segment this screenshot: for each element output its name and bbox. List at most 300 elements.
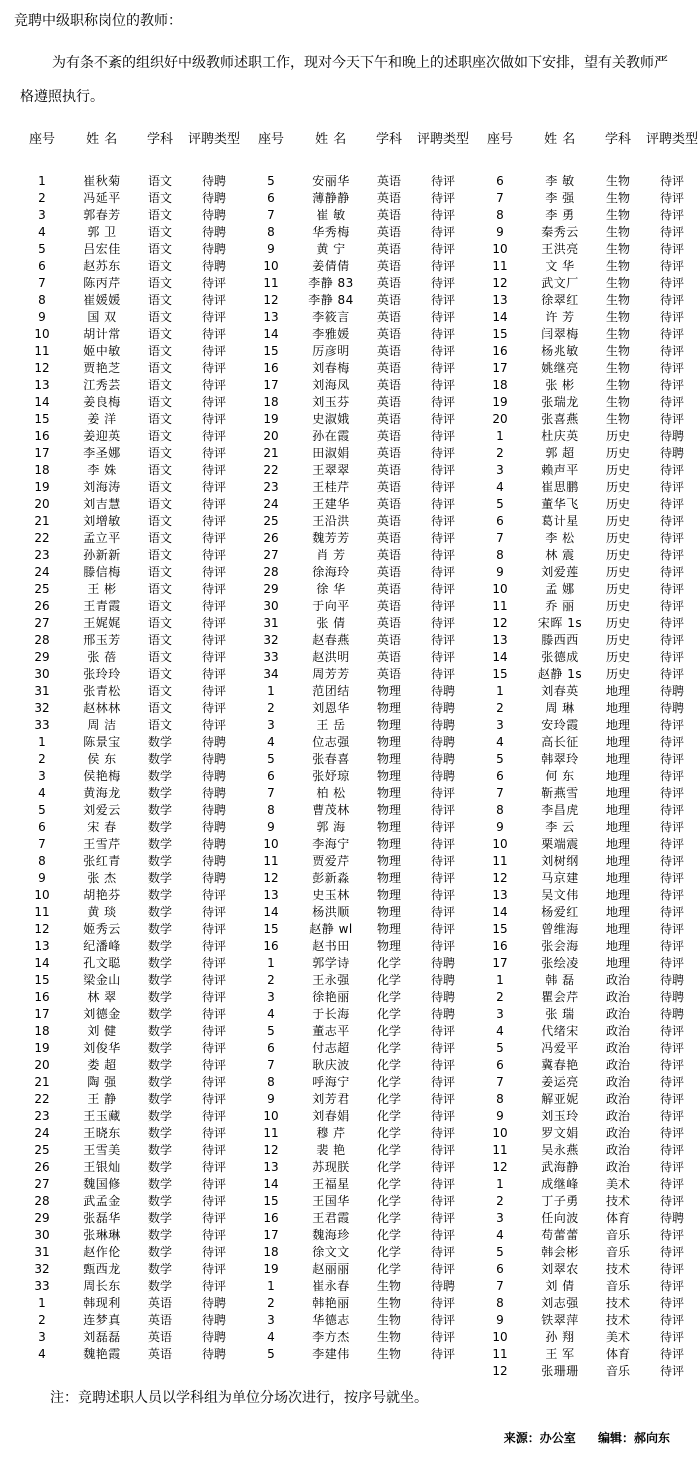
appointment-type: 待评 [430, 1092, 455, 1106]
appointment-type: 待评 [430, 939, 455, 953]
subject: 语文 [147, 531, 172, 545]
appointment-type: 待聘 [659, 429, 684, 443]
appointment-type: 待评 [201, 446, 226, 460]
appointment-type: 待评 [430, 412, 455, 426]
table-row [245, 785, 473, 802]
appointment-type: 待评 [430, 1041, 455, 1055]
appointment-type: 待评 [430, 514, 455, 528]
table-row [474, 1040, 700, 1057]
table-row [474, 411, 700, 428]
seat-number: 1 [496, 1177, 504, 1191]
subject: 数学 [147, 1279, 172, 1293]
table-row [245, 1244, 473, 1261]
seat-number: 12 [34, 361, 50, 375]
table-row [245, 1040, 473, 1057]
table-row [245, 1091, 473, 1108]
subject: 数学 [147, 1194, 172, 1208]
seat-number: 18 [263, 1245, 279, 1259]
subject: 化学 [376, 1194, 401, 1208]
subject: 政治 [605, 1160, 630, 1174]
teacher-name: 刘芳君 [312, 1092, 350, 1106]
table-row [245, 360, 473, 377]
appointment-type: 待评 [201, 1109, 226, 1123]
appointment-type: 待评 [430, 1109, 455, 1123]
appointment-type: 待评 [201, 973, 226, 987]
appointment-type: 待评 [201, 1228, 226, 1242]
seat-number: 21 [34, 514, 50, 528]
table-row [474, 836, 700, 853]
teacher-name: 王洪亮 [541, 242, 579, 256]
seat-number: 30 [34, 1228, 50, 1242]
appointment-type: 待评 [430, 582, 455, 596]
appointment-type: 待聘 [659, 446, 684, 460]
appointment-type: 待评 [201, 922, 226, 936]
teacher-name: 张 蓓 [87, 650, 117, 664]
subject: 语文 [147, 395, 172, 409]
seat-number: 2 [38, 191, 46, 205]
editor-value: 郝向东 [633, 1431, 670, 1445]
table-row [245, 1057, 473, 1074]
teacher-name: 刘玉芬 [312, 395, 350, 409]
subject: 化学 [376, 1109, 401, 1123]
appointment-type: 待聘 [201, 871, 226, 885]
appointment-type: 待评 [659, 174, 684, 188]
teacher-name: 李 云 [545, 820, 575, 834]
appointment-type: 待评 [201, 361, 226, 375]
subject: 英语 [376, 276, 401, 290]
subject: 生物 [376, 1279, 401, 1293]
table-row [16, 717, 244, 734]
subject: 地理 [605, 837, 630, 851]
table-row [16, 598, 244, 615]
seat-number: 23 [34, 1109, 50, 1123]
subject: 数学 [147, 1211, 172, 1225]
teacher-name: 郭 海 [316, 820, 346, 834]
seat-number: 17 [34, 1007, 50, 1021]
teacher-name: 葛计星 [541, 514, 579, 528]
seat-number: 23 [263, 480, 279, 494]
subject: 英语 [147, 1296, 172, 1310]
teacher-name: 周 洁 [87, 718, 117, 732]
appointment-type: 待评 [430, 225, 455, 239]
seat-number: 14 [263, 327, 279, 341]
seat-number: 22 [34, 531, 50, 545]
table-row [16, 343, 244, 360]
appointment-type: 待评 [430, 327, 455, 341]
appointment-type: 待评 [659, 1109, 684, 1123]
teacher-name: 崔秋菊 [83, 174, 121, 188]
seat-number: 14 [34, 956, 50, 970]
subject: 政治 [605, 1007, 630, 1021]
table-row [16, 258, 244, 275]
subject: 数学 [147, 735, 172, 749]
table-row [16, 462, 244, 479]
table-row [474, 190, 700, 207]
appointment-type: 待评 [659, 1347, 684, 1361]
teacher-name: 张琳琳 [83, 1228, 121, 1242]
appointment-type: 待评 [430, 361, 455, 375]
table-row [245, 972, 473, 989]
subject: 地理 [605, 905, 630, 919]
table-row [474, 1244, 700, 1261]
table-row [474, 496, 700, 513]
seat-number: 17 [492, 956, 508, 970]
teacher-name: 王娓娓 [83, 616, 121, 630]
table-row [474, 989, 700, 1006]
appointment-type: 待评 [201, 1126, 226, 1140]
subject: 物理 [376, 752, 401, 766]
appointment-type: 待评 [430, 429, 455, 443]
subject: 地理 [605, 922, 630, 936]
subject: 历史 [605, 429, 630, 443]
table-row [16, 360, 244, 377]
table-row [16, 1142, 244, 1159]
teacher-name: 华德志 [312, 1313, 350, 1327]
teacher-name: 刘增敏 [83, 514, 121, 528]
subject: 英语 [376, 242, 401, 256]
teacher-name: 栗端震 [541, 837, 579, 851]
appointment-type: 待聘 [201, 854, 226, 868]
seat-number: 1 [267, 956, 275, 970]
seat-number: 6 [496, 514, 504, 528]
appointment-type: 待评 [659, 259, 684, 273]
appointment-type: 待聘 [659, 973, 684, 987]
subject: 化学 [376, 1262, 401, 1276]
appointment-type: 待评 [201, 327, 226, 341]
table-row [245, 819, 473, 836]
subject: 语文 [147, 293, 172, 307]
appointment-type: 待评 [201, 990, 226, 1004]
seat-number: 27 [34, 1177, 50, 1191]
table-row [245, 734, 473, 751]
teacher-name: 刘春娟 [312, 1109, 350, 1123]
seat-number: 8 [496, 208, 504, 222]
table-row [474, 700, 700, 717]
seat-number: 17 [263, 378, 279, 392]
table-row [474, 1108, 700, 1125]
teacher-name: 曹茂林 [312, 803, 350, 817]
table-row [245, 377, 473, 394]
appointment-type: 待聘 [430, 718, 455, 732]
table-row [16, 445, 244, 462]
header-type: 评聘类型 [416, 132, 469, 147]
subject: 数学 [147, 786, 172, 800]
table-row [245, 887, 473, 904]
seat-number: 19 [263, 412, 279, 426]
subject: 语文 [147, 276, 172, 290]
subject: 生物 [605, 293, 630, 307]
seat-number: 10 [263, 259, 279, 273]
teacher-name: 刘德金 [83, 1007, 121, 1021]
teacher-name: 娄 超 [87, 1058, 117, 1072]
intro-paragraph: 为有条不紊的组织好中级教师述职工作，现对今天下午和晚上的述职座次做如下安排，望有关教师严格遵照执行。 [20, 55, 668, 105]
seat-number: 7 [496, 786, 504, 800]
teacher-name: 王玉藏 [83, 1109, 121, 1123]
subject: 地理 [605, 769, 630, 783]
teacher-name: 裴 艳 [316, 1143, 346, 1157]
seat-number: 8 [496, 548, 504, 562]
teacher-name: 姜迎英 [83, 429, 121, 443]
teacher-name: 崔媛媛 [83, 293, 121, 307]
seat-number: 8 [267, 1075, 275, 1089]
teacher-name: 王雪美 [83, 1143, 121, 1157]
seat-number: 4 [496, 1024, 504, 1038]
subject: 生物 [605, 225, 630, 239]
subject: 地理 [605, 939, 630, 953]
table-row [245, 428, 473, 445]
subject: 生物 [605, 174, 630, 188]
appointment-type: 待评 [201, 344, 226, 358]
subject: 英语 [376, 412, 401, 426]
seat-number: 4 [267, 1007, 275, 1021]
appointment-type: 待评 [430, 1160, 455, 1174]
subject: 化学 [376, 973, 401, 987]
table-row [474, 1346, 700, 1363]
appointment-type: 待评 [201, 293, 226, 307]
seat-number: 14 [492, 905, 508, 919]
teacher-name: 宋晖 1s [537, 616, 583, 630]
appointment-type: 待评 [659, 599, 684, 613]
appointment-type: 待评 [201, 1177, 226, 1191]
subject: 语文 [147, 361, 172, 375]
table-row [245, 258, 473, 275]
teacher-name: 贾爱芹 [312, 854, 350, 868]
subject: 数学 [147, 1245, 172, 1259]
subject: 物理 [376, 701, 401, 715]
seat-number: 25 [34, 1143, 50, 1157]
subject: 物理 [376, 854, 401, 868]
subject: 语文 [147, 208, 172, 222]
subject: 化学 [376, 1228, 401, 1242]
subject: 英语 [147, 1313, 172, 1327]
table-row [16, 1244, 244, 1261]
teacher-name: 赵静 wl [309, 922, 353, 936]
teacher-name: 吴永燕 [541, 1143, 579, 1157]
subject: 语文 [147, 548, 172, 562]
table-row [474, 581, 700, 598]
table-row [474, 1142, 700, 1159]
appointment-type: 待评 [201, 1024, 226, 1038]
teacher-name: 刘爱莲 [541, 565, 579, 579]
table-row [16, 989, 244, 1006]
table-row [16, 292, 244, 309]
table-row [245, 241, 473, 258]
seat-number: 32 [263, 633, 279, 647]
teacher-name: 韩艳丽 [312, 1296, 350, 1310]
subject: 数学 [147, 905, 172, 919]
appointment-type: 待评 [430, 803, 455, 817]
seating-table-left [16, 122, 244, 1363]
table-row [245, 564, 473, 581]
table-row [474, 360, 700, 377]
subject: 地理 [605, 701, 630, 715]
seat-number: 4 [267, 1330, 275, 1344]
subject: 英语 [376, 531, 401, 545]
teacher-name: 冯延平 [83, 191, 121, 205]
seat-number: 9 [38, 871, 46, 885]
teacher-name: 赵林林 [83, 701, 121, 715]
subject: 生物 [605, 361, 630, 375]
table-row [474, 479, 700, 496]
seat-number: 13 [263, 888, 279, 902]
teacher-name: 刘海凤 [312, 378, 350, 392]
subject: 数学 [147, 837, 172, 851]
appointment-type: 待评 [659, 412, 684, 426]
table-row [16, 853, 244, 870]
teacher-name: 李 勇 [545, 208, 575, 222]
table-header [474, 122, 700, 158]
subject: 语文 [147, 514, 172, 528]
subject: 地理 [605, 735, 630, 749]
seat-number: 9 [496, 565, 504, 579]
table-row [245, 700, 473, 717]
teacher-name: 黄海龙 [83, 786, 121, 800]
seat-number: 16 [263, 361, 279, 375]
table-row [16, 819, 244, 836]
table-row [16, 411, 244, 428]
table-row [474, 955, 700, 972]
seat-number: 12 [263, 293, 279, 307]
subject: 数学 [147, 820, 172, 834]
seat-number: 18 [492, 378, 508, 392]
teacher-name: 李静 83 [308, 276, 354, 290]
teacher-name: 刘春英 [541, 684, 579, 698]
seat-number: 10 [492, 1126, 508, 1140]
subject: 美术 [605, 1330, 630, 1344]
teacher-name: 刘翠农 [541, 1262, 579, 1276]
table-row [16, 1108, 244, 1125]
seat-number: 7 [496, 1279, 504, 1293]
table-row [474, 1074, 700, 1091]
appointment-type: 待评 [201, 684, 226, 698]
seat-number: 5 [267, 1347, 275, 1361]
appointment-type: 待聘 [201, 242, 226, 256]
seat-number: 9 [267, 1092, 275, 1106]
appointment-type: 待评 [659, 1330, 684, 1344]
table-row [16, 904, 244, 921]
appointment-type: 待聘 [201, 225, 226, 239]
appointment-type: 待聘 [430, 769, 455, 783]
seat-number: 30 [263, 599, 279, 613]
appointment-type: 待评 [201, 650, 226, 664]
subject: 语文 [147, 225, 172, 239]
table-row [245, 1193, 473, 1210]
subject: 历史 [605, 565, 630, 579]
table-row [245, 394, 473, 411]
appointment-type: 待评 [430, 446, 455, 460]
header-seat: 座号 [28, 132, 55, 147]
seat-number: 4 [38, 1347, 46, 1361]
appointment-type: 待评 [430, 1330, 455, 1344]
table-row [474, 428, 700, 445]
subject: 化学 [376, 990, 401, 1004]
table-row [474, 258, 700, 275]
subject: 语文 [147, 429, 172, 443]
appointment-type: 待评 [201, 633, 226, 647]
appointment-type: 待聘 [430, 752, 455, 766]
teacher-name: 王君霞 [312, 1211, 350, 1225]
appointment-type: 待评 [201, 463, 226, 477]
appointment-type: 待评 [430, 667, 455, 681]
subject: 地理 [605, 684, 630, 698]
subject: 英语 [376, 616, 401, 630]
seat-number: 5 [38, 242, 46, 256]
teacher-name: 韩翠玲 [541, 752, 579, 766]
appointment-type: 待评 [430, 1177, 455, 1191]
seat-number: 19 [263, 1262, 279, 1276]
seat-number: 9 [496, 225, 504, 239]
table-row [245, 173, 473, 190]
teacher-name: 周长东 [83, 1279, 121, 1293]
table-row [474, 819, 700, 836]
seat-number: 31 [263, 616, 279, 630]
teacher-name: 王翠翠 [312, 463, 350, 477]
teacher-name: 邢玉芳 [83, 633, 121, 647]
appointment-type: 待聘 [201, 208, 226, 222]
subject: 数学 [147, 1075, 172, 1089]
subject: 化学 [376, 1211, 401, 1225]
table-row [245, 190, 473, 207]
table-row [16, 530, 244, 547]
table-row [245, 326, 473, 343]
table-row [474, 275, 700, 292]
teacher-name: 赵苏东 [83, 259, 121, 273]
subject: 音乐 [605, 1279, 630, 1293]
seat-number: 6 [38, 820, 46, 834]
teacher-name: 赖声平 [541, 463, 579, 477]
table-row [474, 1278, 700, 1295]
appointment-type: 待评 [201, 1041, 226, 1055]
appointment-type: 待评 [659, 480, 684, 494]
appointment-type: 待评 [430, 480, 455, 494]
appointment-type: 待聘 [430, 990, 455, 1004]
teacher-name: 赵丽丽 [312, 1262, 350, 1276]
appointment-type: 待聘 [201, 803, 226, 817]
subject: 数学 [147, 1058, 172, 1072]
subject: 生物 [605, 191, 630, 205]
seat-number: 20 [34, 1058, 50, 1072]
subject: 数学 [147, 1126, 172, 1140]
teacher-name: 肖 芳 [316, 548, 346, 562]
table-row [16, 1312, 244, 1329]
subject: 历史 [605, 497, 630, 511]
table-row [474, 1125, 700, 1142]
appointment-type: 待评 [430, 497, 455, 511]
table-row [474, 921, 700, 938]
teacher-name: 梁金山 [83, 973, 121, 987]
subject: 英语 [376, 225, 401, 239]
seat-number: 10 [34, 327, 50, 341]
teacher-name: 位志强 [312, 735, 350, 749]
table-row [474, 1329, 700, 1346]
subject: 英语 [376, 429, 401, 443]
seat-number: 2 [38, 1313, 46, 1327]
subject: 历史 [605, 514, 630, 528]
table-row [474, 1363, 700, 1380]
table-row [245, 1159, 473, 1176]
seat-number: 14 [492, 310, 508, 324]
subject: 数学 [147, 1143, 172, 1157]
table-row [474, 785, 700, 802]
table-row [16, 751, 244, 768]
seat-number: 24 [34, 565, 50, 579]
seat-number: 11 [492, 854, 508, 868]
table-row [474, 1261, 700, 1278]
teacher-name: 刘吉慧 [83, 497, 121, 511]
table-row [245, 870, 473, 887]
seat-number: 4 [38, 786, 46, 800]
appointment-type: 待评 [659, 327, 684, 341]
